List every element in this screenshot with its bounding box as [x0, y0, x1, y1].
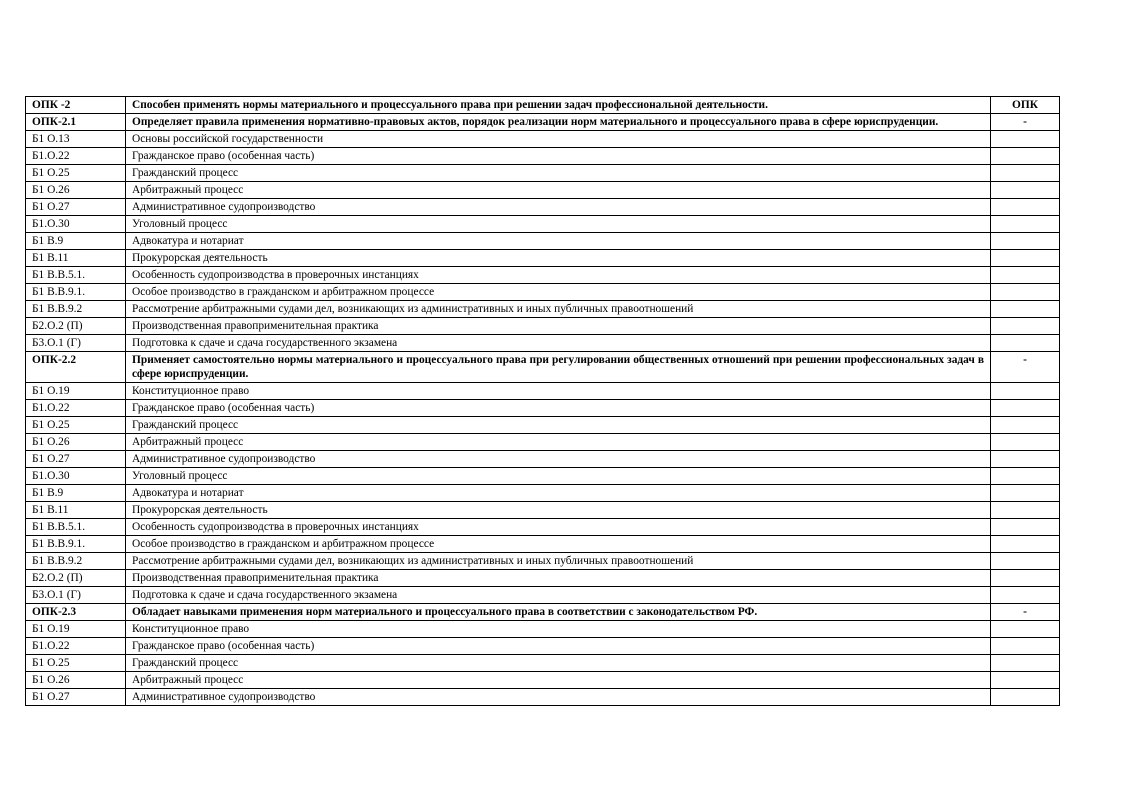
mark-cell: -	[991, 114, 1060, 131]
description-cell: Гражданский процесс	[126, 655, 991, 672]
code-cell: Б1 В.В.5.1.	[26, 267, 126, 284]
course-row	[26, 621, 1060, 638]
code-cell: Б1 В.В.9.2	[26, 301, 126, 318]
mark-cell	[991, 655, 1060, 672]
description-cell: Арбитражный процесс	[126, 672, 991, 689]
description-cell: Гражданский процесс	[126, 165, 991, 182]
description-cell: Гражданский процесс	[126, 417, 991, 434]
course-row	[26, 519, 1060, 536]
code-cell: Б1 В.В.5.1.	[26, 519, 126, 536]
code-cell: Б1 О.25	[26, 417, 126, 434]
course-row	[26, 638, 1060, 655]
description-cell: Применяет самостоятельно нормы материального и процессуального права при регулировании общественных отношений при решении профессиональных задач в сфере юриспруденции.	[126, 352, 991, 383]
code-cell: Б1 В.11	[26, 502, 126, 519]
code-cell: ОПК-2.3	[26, 604, 126, 621]
mark-cell	[991, 199, 1060, 216]
code-cell: Б1 В.В.9.2	[26, 553, 126, 570]
mark-cell	[991, 233, 1060, 250]
course-row	[26, 318, 1060, 335]
description-cell: Конституционное право	[126, 383, 991, 400]
mark-cell	[991, 182, 1060, 199]
description-cell: Прокурорская деятельность	[126, 502, 991, 519]
description-cell: Особенность судопроизводства в проверочных инстанциях	[126, 267, 991, 284]
course-row	[26, 485, 1060, 502]
indicator-row	[26, 352, 1060, 383]
course-row	[26, 434, 1060, 451]
mark-cell	[991, 689, 1060, 706]
code-cell: Б1 В.В.9.1.	[26, 284, 126, 301]
code-cell: Б1.О.22	[26, 400, 126, 417]
mark-cell	[991, 335, 1060, 352]
description-cell: Уголовный процесс	[126, 468, 991, 485]
mark-cell	[991, 587, 1060, 604]
description-cell: Арбитражный процесс	[126, 182, 991, 199]
course-row	[26, 250, 1060, 267]
description-cell: Административное судопроизводство	[126, 451, 991, 468]
code-cell: Б1.О.22	[26, 638, 126, 655]
description-cell: Административное судопроизводство	[126, 199, 991, 216]
code-cell: Б1.О.30	[26, 468, 126, 485]
course-row	[26, 468, 1060, 485]
description-cell: Рассмотрение арбитражными судами дел, возникающих из административных и иных публичных правоотношений	[126, 301, 991, 318]
course-row	[26, 131, 1060, 148]
mark-cell	[991, 165, 1060, 182]
description-cell: Административное судопроизводство	[126, 689, 991, 706]
mark-cell	[991, 485, 1060, 502]
description-cell: Гражданское право (особенная часть)	[126, 148, 991, 165]
mark-cell	[991, 570, 1060, 587]
mark-cell: -	[991, 352, 1060, 383]
code-cell: Б1 О.26	[26, 672, 126, 689]
code-cell: Б1 О.19	[26, 621, 126, 638]
description-cell: Особенность судопроизводства в проверочных инстанциях	[126, 519, 991, 536]
indicator-row	[26, 604, 1060, 621]
mark-cell: -	[991, 604, 1060, 621]
description-cell: Обладает навыками применения норм материального и процессуального права в соответствии с законодательством РФ.	[126, 604, 991, 621]
course-row	[26, 148, 1060, 165]
mark-cell	[991, 519, 1060, 536]
code-cell: Б1 О.27	[26, 451, 126, 468]
course-row	[26, 284, 1060, 301]
description-cell: Способен применять нормы материального и процессуального права при решении задач профессиональной деятельности.	[126, 97, 991, 114]
description-cell: Прокурорская деятельность	[126, 250, 991, 267]
description-cell: Подготовка к сдаче и сдача государственного экзамена	[126, 335, 991, 352]
course-row	[26, 536, 1060, 553]
indicator-row	[26, 114, 1060, 131]
competence-table-body	[26, 97, 1060, 706]
course-row	[26, 233, 1060, 250]
description-cell: Арбитражный процесс	[126, 434, 991, 451]
description-cell: Определяет правила применения нормативно-правовых актов, порядок реализации норм материального и процессуального права в сфере юриспруденции.	[126, 114, 991, 131]
description-cell: Особое производство в гражданском и арбитражном процессе	[126, 536, 991, 553]
mark-cell	[991, 553, 1060, 570]
code-cell: Б1 О.19	[26, 383, 126, 400]
course-row	[26, 182, 1060, 199]
code-cell: Б1 В.В.9.1.	[26, 536, 126, 553]
code-cell: ОПК-2.2	[26, 352, 126, 383]
course-row	[26, 400, 1060, 417]
mark-cell	[991, 131, 1060, 148]
mark-cell	[991, 434, 1060, 451]
course-row	[26, 417, 1060, 434]
code-cell: Б1 О.13	[26, 131, 126, 148]
course-row	[26, 672, 1060, 689]
mark-cell	[991, 621, 1060, 638]
code-cell: Б1 В.9	[26, 233, 126, 250]
course-row	[26, 199, 1060, 216]
code-cell: Б1 О.25	[26, 165, 126, 182]
course-row	[26, 335, 1060, 352]
course-row	[26, 301, 1060, 318]
mark-cell	[991, 148, 1060, 165]
code-cell: ОПК-2.1	[26, 114, 126, 131]
description-cell: Особое производство в гражданском и арбитражном процессе	[126, 284, 991, 301]
description-cell: Гражданское право (особенная часть)	[126, 400, 991, 417]
mark-cell	[991, 451, 1060, 468]
code-cell: Б3.О.1 (Г)	[26, 335, 126, 352]
code-cell: Б2.О.2 (П)	[26, 318, 126, 335]
course-row	[26, 267, 1060, 284]
description-cell: Производственная правоприменительная практика	[126, 570, 991, 587]
course-row	[26, 689, 1060, 706]
mark-cell	[991, 417, 1060, 434]
mark-cell	[991, 383, 1060, 400]
code-cell: Б1.О.22	[26, 148, 126, 165]
course-row	[26, 383, 1060, 400]
course-row	[26, 216, 1060, 233]
mark-cell	[991, 400, 1060, 417]
code-cell: Б2.О.2 (П)	[26, 570, 126, 587]
code-cell: Б1 В.9	[26, 485, 126, 502]
code-cell: ОПК -2	[26, 97, 126, 114]
description-cell: Конституционное право	[126, 621, 991, 638]
description-cell: Рассмотрение арбитражными судами дел, возникающих из административных и иных публичных правоотношений	[126, 553, 991, 570]
mark-cell	[991, 250, 1060, 267]
description-cell: Производственная правоприменительная практика	[126, 318, 991, 335]
mark-cell	[991, 267, 1060, 284]
mark-cell	[991, 502, 1060, 519]
description-cell: Уголовный процесс	[126, 216, 991, 233]
code-cell: Б1 О.27	[26, 689, 126, 706]
code-cell: Б1 О.26	[26, 434, 126, 451]
course-row	[26, 502, 1060, 519]
mark-cell	[991, 284, 1060, 301]
mark-cell	[991, 318, 1060, 335]
course-row	[26, 553, 1060, 570]
course-row	[26, 655, 1060, 672]
competence-header-row	[26, 97, 1060, 114]
code-cell: Б3.О.1 (Г)	[26, 587, 126, 604]
code-cell: Б1 О.27	[26, 199, 126, 216]
description-cell: Адвокатура и нотариат	[126, 485, 991, 502]
description-cell: Гражданское право (особенная часть)	[126, 638, 991, 655]
course-row	[26, 587, 1060, 604]
description-cell: Адвокатура и нотариат	[126, 233, 991, 250]
course-row	[26, 165, 1060, 182]
course-row	[26, 570, 1060, 587]
mark-cell	[991, 672, 1060, 689]
course-row	[26, 451, 1060, 468]
mark-cell	[991, 468, 1060, 485]
code-cell: Б1 В.11	[26, 250, 126, 267]
code-cell: Б1 О.25	[26, 655, 126, 672]
mark-cell	[991, 638, 1060, 655]
competence-table	[25, 96, 1060, 706]
description-cell: Подготовка к сдаче и сдача государственного экзамена	[126, 587, 991, 604]
code-cell: Б1.О.30	[26, 216, 126, 233]
document-page	[25, 96, 1059, 706]
mark-cell	[991, 216, 1060, 233]
mark-cell	[991, 301, 1060, 318]
description-cell: Основы российской государственности	[126, 131, 991, 148]
mark-cell	[991, 536, 1060, 553]
mark-cell: ОПК	[991, 97, 1060, 114]
code-cell: Б1 О.26	[26, 182, 126, 199]
